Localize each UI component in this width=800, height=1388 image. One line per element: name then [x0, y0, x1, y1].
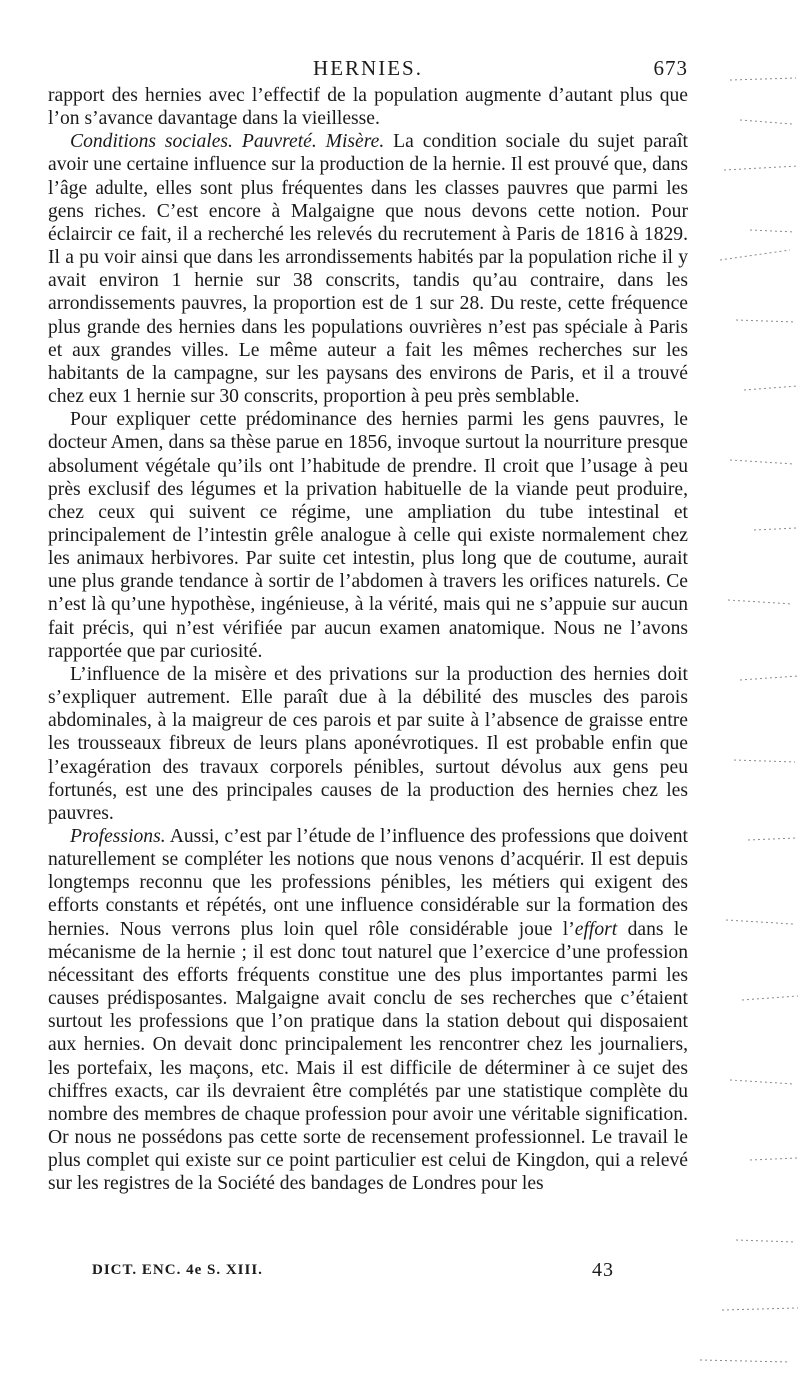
text-run: Pour expliquer cette prédominance des hernies parmi les gens pauvres, le docteur Amen, dans sa thèse parue en 1856, invoque surtout la nourriture presque absolument végétale qu’ils ont l’habitude de prendre. Il croit que l’usage à peu près exclusif des légumes et la privation habituelle de la viande peut produire, chez ceux qui suivent ce régime, une ampliation du tube intestinal et principalement de l’intestin grêle analogue à celle qui existe normalement chez les animaux herbivores. Par suite cet intestin, plus long que de coutume, aurait une plus grande tendance à sortir de l’abdomen à travers les orifices naturels. Ce n’est là qu’une hypothèse, ingénieuse, à la vérité, mais qui ne s’appuie sur aucun fait précis, qui n’est vérifiée par aucun examen anatomique. Nous ne l’avons rapportée que par curiosité. [48, 409, 688, 662]
page-footer [92, 1259, 692, 1292]
text-run: dans le mécanisme de la hernie ; il est donc tout naturel que l’exercice d’une profession nécessitant des efforts fréquents constitue une des plus importantes parmi les causes prédisposantes. Malgaigne avait conclu de ses recherches que c’étaient surtout les professions que l’on pratique dans la station debout qui disposaient aux hernies. On devait donc principalement les rencontrer chez les journaliers, les portefaix, les maçons, etc. Mais il est difficile de déterminer à ce sujet des chiffres exacts, car ils devraient être complétés par une statistique complète du nombre des membres de chaque profession pour avoir une véritable signification. Or nous ne possédons pas cette sorte de recensement professionnel. Le travail le plus complet qui existe sur ce point particulier est celui de Kingdon, qui a relevé sur les registres de la Société des bandages de Londres pour les [48, 918, 688, 1195]
body-text [48, 84, 688, 1196]
italic-run: effort [574, 918, 618, 940]
italic-run: Professions. [70, 826, 166, 847]
paragraph [48, 84, 688, 130]
running-header [48, 56, 688, 86]
text-run: Aussi, c’est par l’étude de l’influence des professions que doivent naturellement se compléter les notions que nous venons d’acquérir. Il est depuis longtemps reconnu que les professions pénibles, les métiers qui exigent des efforts constants et répétés, ont une influence considérable sur la formation des hernies. Nous verrons plus loin quel rôle considérable joue l’ [48, 826, 688, 940]
italic-run: Conditions sociales. Pauvreté. Misère. [70, 131, 385, 153]
text-run: La condition sociale du sujet paraît avoir une certaine influence sur la production de la hernie. Il est prouvé que, dans l’âge adulte, elles sont plus fréquentes dans les classes pauvres que parmi les gens riches. C’est encore à Malgaigne que nous devons cette notion. Pour éclaircir ce fait, il a recherché les relevés du recrutement à Paris de 1816 à 1829. Il a pu voir ainsi que dans les arrondissements habités par la population riche il y avait environ 1 hernie sur 38 conscrits, tandis qu’au contraire, dans les arrondissements pauvres, la proportion est de 1 sur 28. Du reste, cette fréquence plus grande des hernies dans les populations ouvrières n’est pas spéciale à Paris et aux grandes villes. Le même auteur a fait les mêmes recherches sur les habitants de la campagne, sur les paysans des environs de Paris, et il a trouvé chez eux 1 hernie sur 30 conscrits, proportion à peu près semblable. [48, 131, 689, 408]
running-title: HERNIES. [313, 56, 423, 80]
paragraph [48, 825, 688, 1196]
margin-bleed-marks [700, 60, 800, 1370]
printer-signature: DICT. ENC. 4e S. XIII. [92, 1262, 263, 1278]
text-run: rapport des hernies avec l’effectif de la population augmente d’autant plus que l’on s’avance davantage dans la vieillesse. [48, 85, 688, 130]
paragraph [48, 663, 688, 825]
text-run: L’influence de la misère et des privations sur la production des hernies doit s’expliquer autrement. Elle paraît due à la débilité des muscles des parois abdominales, à la maigreur de ces parois et par suite à l’absence de graisse entre les trousseaux fibreux de leurs plans aponévrotiques. Il est probable enfin que l’exagération des travaux corporels pénibles, surtout dévolus aux gens peu fortunés, est une des principales causes de la production des hernies chez les pauvres. [48, 663, 688, 824]
paragraph [48, 130, 688, 408]
page-number: 673 [653, 56, 688, 80]
sheet-number: 43 [592, 1259, 614, 1281]
paragraph [48, 408, 688, 663]
